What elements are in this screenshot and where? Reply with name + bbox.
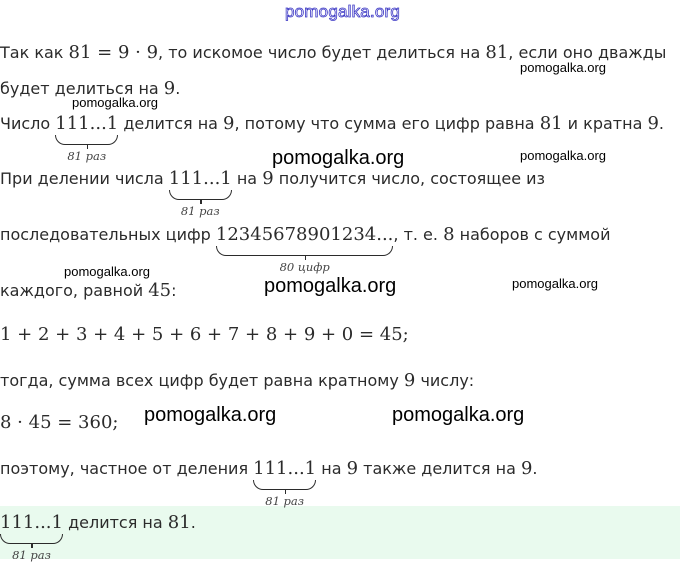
math: 8 · 45 = 360; [0, 412, 119, 433]
site-watermark-top: pomogalka.org [285, 2, 401, 21]
math: 81 [167, 512, 191, 533]
watermark-text: pomogalka.org [512, 276, 598, 291]
text: также делится на [358, 459, 521, 478]
text: наборов с суммой [454, 225, 611, 244]
brace-shape [55, 135, 118, 145]
text: делится на [62, 513, 168, 532]
text: . [532, 459, 538, 478]
watermark-text: pomogalka.org [144, 404, 277, 426]
math: 9 [647, 113, 659, 134]
text-line-10 [0, 458, 538, 508]
text: : [171, 281, 177, 300]
text: будет делиться на [0, 79, 164, 98]
brace-shape [0, 534, 63, 544]
text: получится число, состоящее из [273, 169, 546, 188]
text-line-8 [0, 372, 474, 390]
text: , если оно дважды [508, 43, 667, 62]
text: делится на [118, 114, 224, 133]
watermark-text: pomogalka.org [520, 60, 606, 75]
text: . [658, 114, 665, 133]
math: 111...1 [55, 113, 119, 134]
text: на [231, 169, 263, 188]
watermark-text: pomogalka.org [72, 95, 158, 110]
watermark-text: pomogalka.org [520, 148, 606, 163]
brace-caption: 81 раз [180, 204, 220, 218]
math: 9 [163, 78, 176, 99]
math: 111...1 [253, 458, 317, 479]
text: При делении числа [0, 169, 169, 188]
brace-caption: 81 раз [67, 149, 107, 163]
text: , то искомое число будет делиться на [158, 43, 486, 62]
math: 1 + 2 + 3 + 4 + 5 + 6 + 7 + 8 + 9 + 0 = 45; [0, 324, 409, 345]
text: . [190, 513, 196, 532]
watermark-text: pomogalka.org [64, 264, 150, 279]
math: 9 [223, 113, 235, 134]
text: тогда, сумма всех цифр будет равна кратному [0, 371, 404, 390]
text: . [175, 79, 181, 98]
underbrace [215, 224, 394, 274]
brace-shape [253, 480, 316, 490]
watermark-text: pomogalka.org [272, 147, 405, 169]
text: поэтому, частное от деления [0, 459, 254, 478]
text: числу: [415, 371, 475, 390]
math: 81 [485, 42, 509, 63]
math: 9 [346, 458, 359, 479]
math: 45 [148, 280, 172, 301]
text-line-6 [0, 282, 177, 300]
math: 9 [520, 458, 533, 479]
underbrace [253, 458, 317, 508]
text: на [316, 459, 347, 478]
text: последовательных цифр [0, 225, 216, 244]
equation-sum [0, 326, 409, 344]
brace-caption: 81 раз [265, 494, 305, 508]
text: Число [0, 114, 56, 133]
text-line-4 [0, 168, 546, 218]
watermark-text: pomogalka.org [392, 404, 525, 426]
math: 9 [403, 370, 416, 391]
brace-shape [216, 246, 394, 256]
math: 111...1 [0, 512, 63, 533]
math: 81 [539, 113, 563, 134]
text: каждого, равной [0, 281, 149, 300]
text: , т. е. [393, 225, 444, 244]
math: 12345678901234... [215, 224, 394, 245]
text: Так как [0, 43, 69, 62]
equation-product [0, 414, 118, 432]
text: , потому что сумма его цифр равна [234, 114, 540, 133]
math: 81 = 9 · 9 [68, 42, 159, 63]
text: и кратна [562, 114, 648, 133]
math: 111...1 [168, 168, 232, 189]
watermark-text: pomogalka.org [264, 275, 397, 297]
math: 9 [262, 168, 274, 189]
brace-caption: 80 цифр [279, 260, 330, 274]
brace-caption: 81 раз [12, 548, 51, 562]
math: 8 [443, 224, 455, 245]
underbrace [168, 168, 232, 218]
brace-shape [169, 190, 232, 200]
underbrace [55, 113, 119, 163]
conclusion-line [0, 512, 196, 562]
underbrace [0, 512, 63, 562]
